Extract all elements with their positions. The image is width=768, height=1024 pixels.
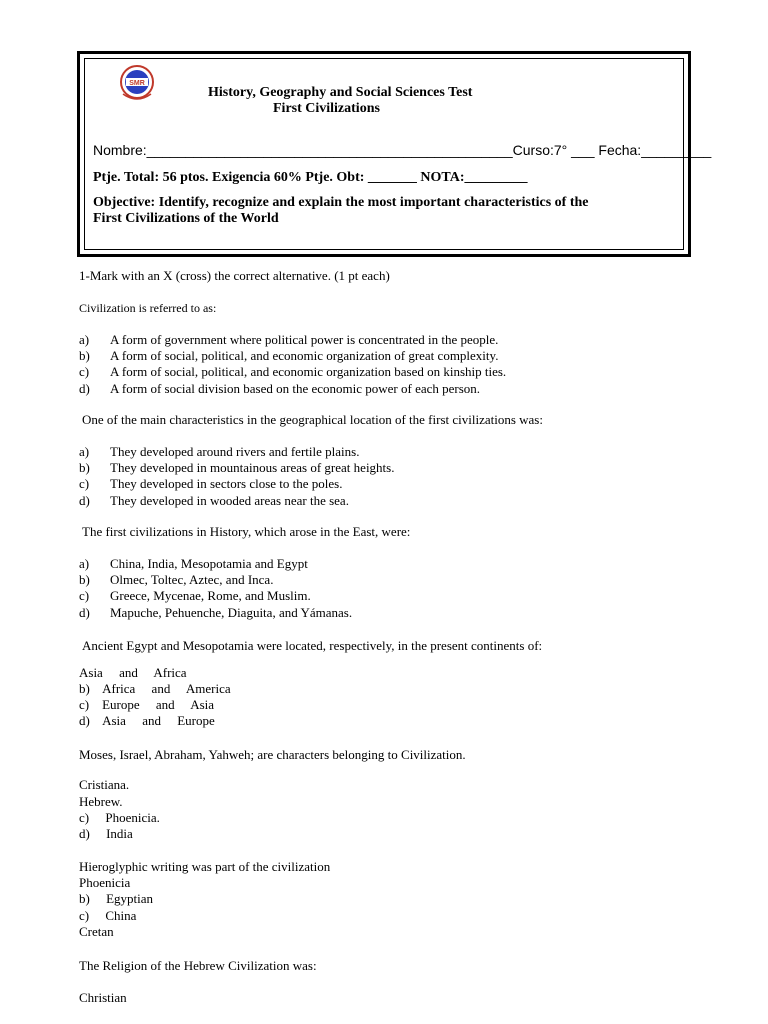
option-text[interactable]: c) Phoenicia. [79, 810, 160, 825]
option-text[interactable]: A form of government where political power is concentrated in the people. [110, 332, 499, 347]
school-logo [117, 64, 157, 102]
option-label: b) [79, 460, 90, 475]
logo-text: SMR [129, 80, 145, 87]
option-label: c) [79, 588, 90, 603]
option-text[interactable]: Christian [79, 990, 127, 1005]
objective-line-2: First Civilizations of the World [93, 211, 279, 226]
option-text[interactable]: Cristiana. [79, 777, 130, 792]
option-text[interactable]: Cretan [79, 924, 114, 939]
option-text[interactable]: c) China [79, 908, 137, 923]
option-text[interactable]: c) Europe and Asia [79, 697, 215, 712]
option-text[interactable]: They developed in sectors close to the poles. [110, 476, 343, 491]
option-text[interactable]: China, India, Mesopotamia and Egypt [110, 556, 308, 571]
test-subtitle: First Civilizations [273, 101, 380, 116]
option-text[interactable]: Asia and Africa [79, 665, 187, 680]
option-text[interactable]: A form of social, political, and economic organization based on kinship ties. [110, 364, 507, 379]
option-text[interactable]: d) India [79, 826, 133, 841]
nombre-field-line[interactable]: Nombre:_______________________________________________Curso:7° ___ Fecha:_________ [93, 142, 712, 158]
option-label: c) [79, 476, 90, 491]
option-text[interactable]: b) Africa and America [79, 681, 231, 696]
option-label: d) [79, 493, 90, 508]
section-instruction: 1-Mark with an X (cross) the correct alternative. (1 pt each) [79, 268, 390, 283]
question-prompt: Moses, Israel, Abraham, Yahweh; are characters belonging to Civilization. [79, 747, 466, 762]
option-label: b) [79, 572, 90, 587]
option-text[interactable]: Phoenicia [79, 875, 131, 890]
option-label: b) [79, 348, 90, 363]
option-text[interactable]: A form of social, political, and economic organization of great complexity. [110, 348, 499, 363]
option-text[interactable]: They developed around rivers and fertile plains. [110, 444, 360, 459]
option-label: d) [79, 381, 90, 396]
option-text[interactable]: b) Egyptian [79, 891, 154, 906]
test-title: History, Geography and Social Sciences Test [208, 85, 473, 100]
option-text[interactable]: Hebrew. [79, 794, 123, 809]
score-line: Ptje. Total: 56 ptos. Exigencia 60% Ptje. Obt: _______ NOTA:_________ [93, 170, 528, 185]
question-prompt: Civilization is referred to as: [79, 301, 217, 315]
question-prompt: One of the main characteristics in the geographical location of the first civilizations was: [82, 412, 543, 427]
option-label: a) [79, 444, 90, 459]
option-text[interactable]: They developed in wooded areas near the sea. [110, 493, 349, 508]
question-prompt: The Religion of the Hebrew Civilization was: [79, 958, 317, 973]
option-text[interactable]: d) Asia and Europe [79, 713, 215, 728]
question-prompt: Hieroglyphic writing was part of the civilization [79, 859, 331, 874]
option-text[interactable]: Olmec, Toltec, Aztec, and Inca. [110, 572, 274, 587]
option-text[interactable]: Greece, Mycenae, Rome, and Muslim. [110, 588, 311, 603]
objective-line-1: Objective: Identify, recognize and explain the most important characteristics of the [93, 195, 589, 210]
option-text[interactable]: A form of social division based on the economic power of each person. [110, 381, 481, 396]
option-label: a) [79, 556, 90, 571]
question-prompt: The first civilizations in History, which arose in the East, were: [82, 524, 411, 539]
option-text[interactable]: Mapuche, Pehuenche, Diaguita, and Yámanas. [110, 605, 353, 620]
option-label: a) [79, 332, 90, 347]
option-label: c) [79, 364, 90, 379]
question-prompt: Ancient Egypt and Mesopotamia were located, respectively, in the present continents of: [82, 638, 543, 653]
option-text[interactable]: They developed in mountainous areas of great heights. [110, 460, 395, 475]
option-label: d) [79, 605, 90, 620]
